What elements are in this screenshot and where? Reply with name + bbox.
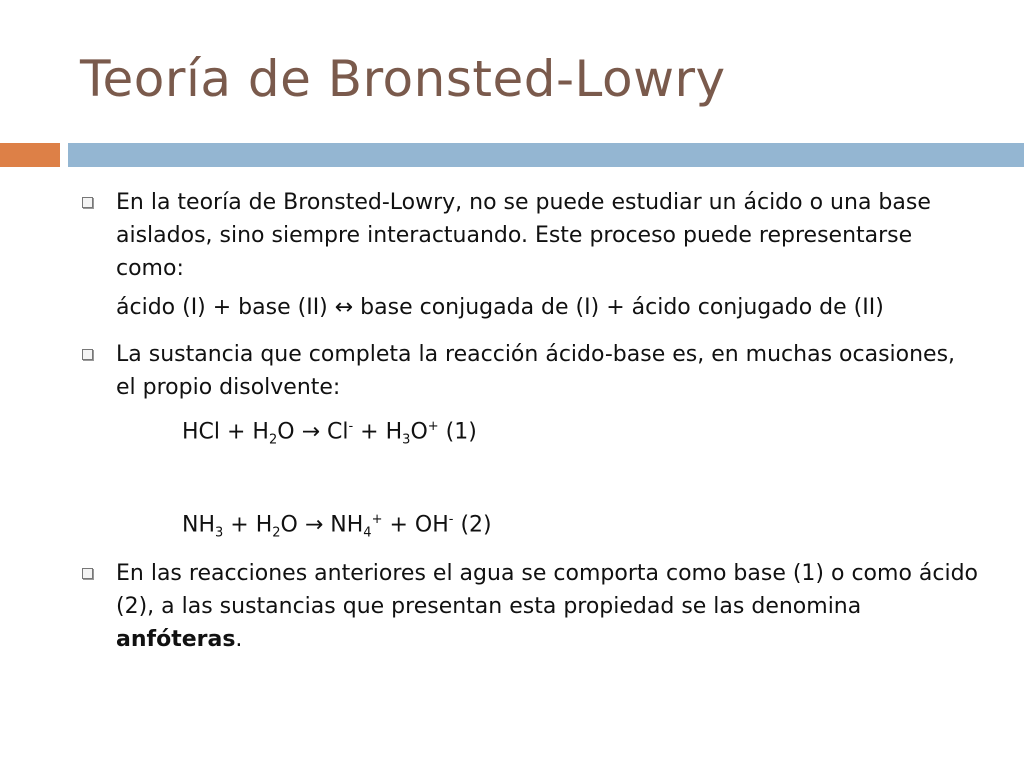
bullet-text: En la teoría de Bronsted-Lowry, no se puede estudiar un ácido o una base aislados, sino siempre interactuando. Este proceso puede representarse como: — [116, 190, 931, 281]
reaction-part: HCl + H — [182, 419, 269, 445]
reaction-part: + H — [223, 512, 273, 538]
reaction-part: O — [410, 419, 428, 445]
bullet-text: La sustancia que completa la reacción ácido-base es, en muchas ocasiones, el propio disolvente: — [116, 342, 956, 400]
square-bullet-icon — [82, 568, 93, 579]
title-divider-bar — [68, 143, 1024, 167]
subscript: 4 — [363, 525, 372, 541]
bold-term: anfóteras — [116, 627, 236, 653]
slide-content — [80, 186, 980, 662]
accent-bar — [0, 143, 60, 167]
bullet-item — [80, 186, 980, 285]
subscript: 3 — [402, 432, 411, 448]
superscript: - — [448, 511, 454, 527]
superscript: + — [371, 511, 383, 527]
bullet-text: En las reacciones anteriores el agua se comporta como base (1) o como ácido (2), a las sustancias que presentan esta propiedad se las denomina — [116, 561, 979, 620]
reaction-part: (2) — [453, 512, 492, 538]
slide-title: Teoría de Bronsted-Lowry — [80, 50, 726, 108]
subscript: 2 — [268, 432, 278, 448]
reaction-part: O → NH — [280, 512, 364, 538]
superscript: - — [348, 419, 354, 434]
square-bullet-icon — [82, 349, 93, 360]
reaction-part: + OH — [382, 512, 449, 538]
reaction-part: + H — [353, 419, 403, 445]
subscript: 2 — [272, 525, 281, 541]
square-bullet-icon — [82, 197, 93, 208]
reaction-part: (1) — [438, 419, 477, 445]
reaction-part: O → Cl — [277, 419, 349, 445]
term-suffix: . — [235, 627, 243, 653]
reaction-equation-2 — [80, 503, 980, 550]
reaction-equation-1 — [80, 410, 980, 457]
bullet-item — [80, 557, 980, 656]
spacer — [80, 457, 980, 503]
bullet-item — [80, 338, 980, 404]
subscript: 3 — [215, 525, 224, 541]
superscript: + — [427, 419, 439, 434]
reaction-part: NH — [182, 512, 215, 538]
general-equation: ácido (I) + base (II) ↔ base conjugada de (I) + ácido conjugado de (II) — [116, 295, 884, 320]
